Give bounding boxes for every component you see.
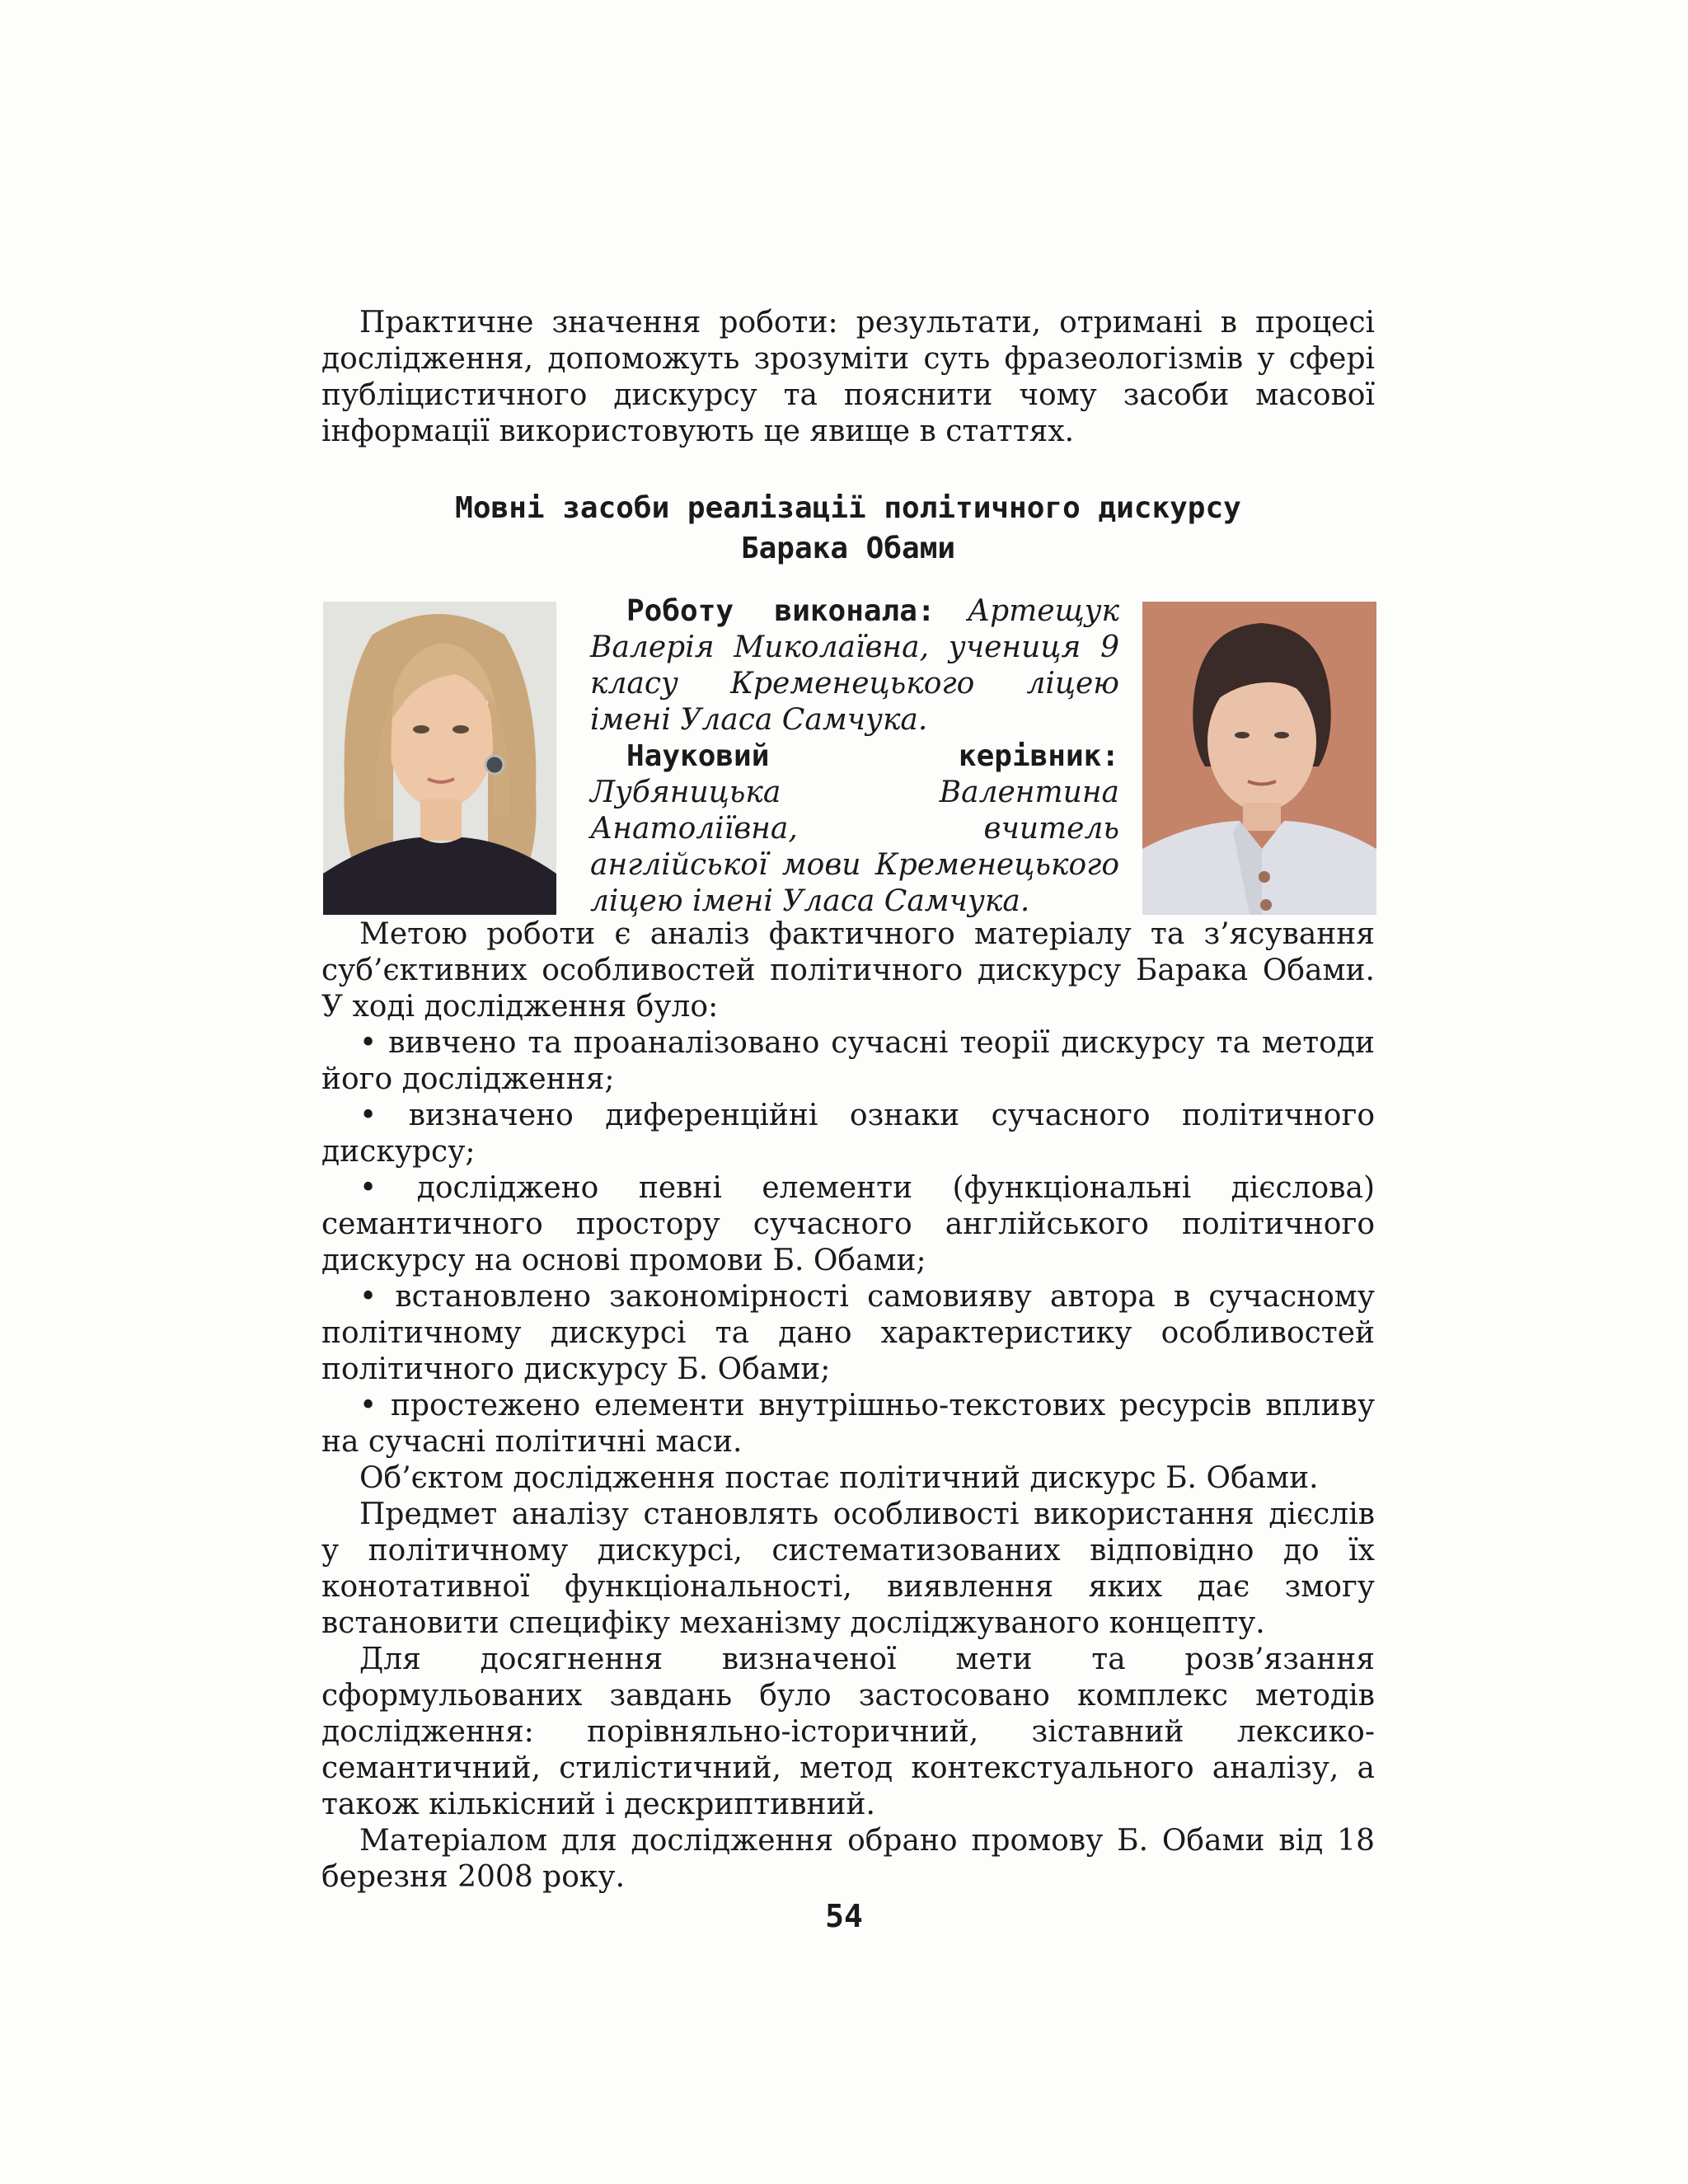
supervisor-role-label: Науковий керівник: [626,739,1119,773]
supervisor-photo [1142,602,1376,915]
list-item: • вивчено та проаналізовано сучасні теорії дискурсу та методи його дослідження; [321,1025,1375,1098]
subject-paragraph: Предмет аналізу становлять особливості використання дієслів у політичному дискурсі, систематизованих відповідно до їх конотативної функціональності, виявлення яких дає змогу встановити специфіку механізму досліджуваного концепту. [321,1497,1375,1640]
list-item: • встановлено закономірності самовияву автора в сучасному політичному дискурсі та дано характеристику особливостей політичного дискурсу Б. Обами; [321,1279,1375,1388]
page-number: 54 [825,1898,863,1934]
list-item: • досліджено певні елементи (функціональні дієслова) семантичного простору сучасного англійського політичного дискурсу на основі промови Б. Обами; [321,1170,1375,1279]
authors-block [590,593,1119,920]
tasks-list [321,1025,1375,1460]
list-item: • простежено елементи внутрішньо-текстових ресурсів впливу на сучасні політичні маси. [321,1388,1375,1460]
object-paragraph: Об’єктом дослідження постає політичний дискурс Б. Обами. [359,1461,1319,1495]
title-line-2: Барака Обами [740,532,956,565]
article-title [321,488,1375,569]
methods-paragraph: Для досягнення визначеної мети та розв’язання сформульованих завдань було застосовано комплекс методів дослідження: порівняльно-історичний, зіставний лексико-семантичний, стилістичний, метод контекстуального аналізу, а також кількісний і дескриптивний. [321,1643,1375,1821]
author-text: Артещук Валерія Миколаївна, учениця 9 класу Кременецького ліцею імені Уласа Самчука. [590,594,1119,737]
intro-paragraph: Практичне значення роботи: результати, отримані в процесі дослідження, допоможуть зрозуміти суть фразеологізмів у сфері публіцистичного дискурсу та пояснити чому засоби масової інформації використовують це явище в статтях. [321,306,1375,448]
material-paragraph: Матеріалом для дослідження обрано промову Б. Обами від 18 березня 2008 року. [321,1824,1375,1894]
supervisor-text: Лубяницька Валентина Анатоліївна, вчитель англійської мови Кременецького ліцею імені Уласа Самчука. [590,776,1119,918]
supervisor-portrait-illustration [1142,602,1376,915]
list-item: • визначено диференційні ознаки сучасного політичного дискурсу; [321,1098,1375,1170]
article-body [321,916,1375,1896]
title-line-1: Мовні засоби реалізації політичного дискурсу [455,491,1241,525]
supervisor-entry [590,738,1119,920]
author-entry [590,593,1119,738]
author-role-label: Роботу виконала: [626,594,935,628]
student-portrait-illustration [323,602,556,915]
aim-paragraph: Метою роботи є аналіз фактичного матеріалу та з’ясування суб’єктивних особливостей політичного дискурсу Барака Обами. У ході дослідження було: [321,917,1375,1024]
student-photo [323,602,556,915]
